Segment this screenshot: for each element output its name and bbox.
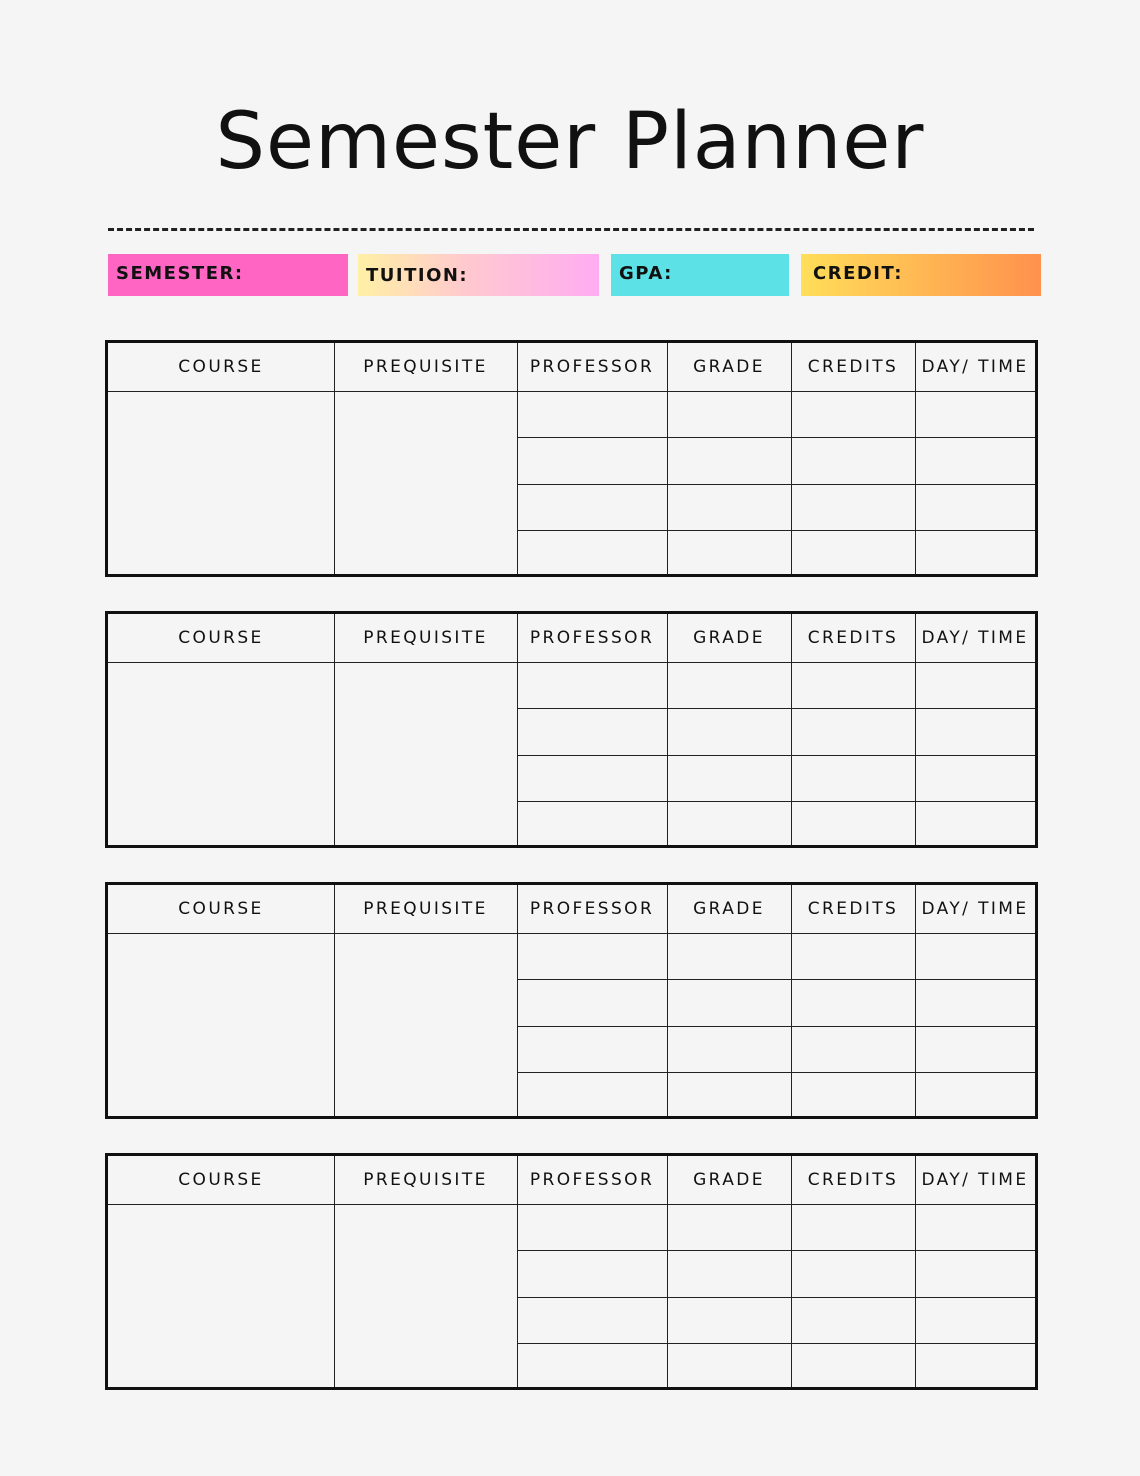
gpa-field[interactable] xyxy=(611,254,789,296)
table-cell[interactable] xyxy=(793,1028,913,1070)
table-cell[interactable] xyxy=(669,1345,789,1387)
credit-field[interactable] xyxy=(801,254,1041,296)
table-cell[interactable] xyxy=(519,1074,665,1116)
table-cell[interactable] xyxy=(519,710,665,752)
table-cell[interactable] xyxy=(669,1206,789,1248)
table-cell[interactable] xyxy=(669,803,789,845)
tuition-field[interactable] xyxy=(358,254,599,296)
row-divider xyxy=(517,979,1035,980)
semester-field[interactable] xyxy=(108,254,348,296)
table-cell[interactable] xyxy=(519,664,665,706)
column-divider xyxy=(791,885,792,1116)
table-cell[interactable] xyxy=(519,935,665,977)
prequisite-cell[interactable] xyxy=(336,393,515,572)
header-credits: CREDITS xyxy=(807,1170,899,1190)
header-prequisite: PREQUISITE xyxy=(363,899,488,919)
course-table-4 xyxy=(105,1153,1038,1390)
table-cell[interactable] xyxy=(519,439,665,481)
gpa-label: GPA: xyxy=(619,262,673,284)
table-cell[interactable] xyxy=(793,935,913,977)
table-cell[interactable] xyxy=(793,393,913,435)
table-cell[interactable] xyxy=(917,1252,1033,1294)
table-cell[interactable] xyxy=(793,439,913,481)
course-cell[interactable] xyxy=(110,935,332,1114)
table-cell[interactable] xyxy=(917,1206,1033,1248)
table-cell[interactable] xyxy=(793,1074,913,1116)
row-divider xyxy=(517,1026,1035,1027)
table-cell[interactable] xyxy=(519,1345,665,1387)
column-divider xyxy=(667,614,668,845)
header-course: COURSE xyxy=(178,899,264,919)
column-divider xyxy=(334,885,335,1116)
column-divider xyxy=(791,343,792,574)
table-cell[interactable] xyxy=(519,393,665,435)
column-divider xyxy=(915,343,916,574)
table-cell[interactable] xyxy=(669,532,789,574)
row-divider xyxy=(517,1297,1035,1298)
course-table-3 xyxy=(105,882,1038,1119)
table-cell[interactable] xyxy=(917,1074,1033,1116)
header-divider xyxy=(108,1204,1035,1205)
table-cell[interactable] xyxy=(519,1252,665,1294)
table-cell[interactable] xyxy=(793,757,913,799)
table-cell[interactable] xyxy=(669,486,789,528)
column-divider xyxy=(517,1156,518,1387)
table-cell[interactable] xyxy=(669,439,789,481)
table-cell[interactable] xyxy=(917,439,1033,481)
table-cell[interactable] xyxy=(917,981,1033,1023)
course-table-2 xyxy=(105,611,1038,848)
header-divider xyxy=(108,391,1035,392)
column-divider xyxy=(334,343,335,574)
table-cell[interactable] xyxy=(793,1299,913,1341)
table-cell[interactable] xyxy=(669,1028,789,1070)
table-cell[interactable] xyxy=(917,486,1033,528)
course-cell[interactable] xyxy=(110,664,332,843)
table-cell[interactable] xyxy=(669,935,789,977)
table-cell[interactable] xyxy=(669,710,789,752)
column-divider xyxy=(667,1156,668,1387)
table-cell[interactable] xyxy=(669,1299,789,1341)
table-cell[interactable] xyxy=(793,981,913,1023)
table-cell[interactable] xyxy=(917,1299,1033,1341)
column-divider xyxy=(334,1156,335,1387)
prequisite-cell[interactable] xyxy=(336,935,515,1114)
table-cell[interactable] xyxy=(519,1028,665,1070)
header-credits: CREDITS xyxy=(807,357,899,377)
table-cell[interactable] xyxy=(917,1028,1033,1070)
column-divider xyxy=(915,885,916,1116)
row-divider xyxy=(517,1343,1035,1344)
header-day-time: DAY/ TIME xyxy=(921,628,1029,648)
table-cell[interactable] xyxy=(669,664,789,706)
dashed-divider xyxy=(108,228,1034,231)
column-divider xyxy=(517,885,518,1116)
table-cell[interactable] xyxy=(793,664,913,706)
table-cell[interactable] xyxy=(917,757,1033,799)
column-divider xyxy=(791,614,792,845)
header-professor: PROFESSOR xyxy=(529,628,655,648)
row-divider xyxy=(517,755,1035,756)
row-divider xyxy=(517,708,1035,709)
table-cell[interactable] xyxy=(793,1252,913,1294)
table-cell[interactable] xyxy=(669,1252,789,1294)
table-cell[interactable] xyxy=(793,710,913,752)
column-divider xyxy=(791,1156,792,1387)
column-divider xyxy=(915,1156,916,1387)
row-divider xyxy=(517,1250,1035,1251)
row-divider xyxy=(517,437,1035,438)
row-divider xyxy=(517,1072,1035,1073)
page-title: Semester Planner xyxy=(215,97,925,187)
row-divider xyxy=(517,801,1035,802)
table-cell[interactable] xyxy=(519,803,665,845)
header-day-time: DAY/ TIME xyxy=(921,357,1029,377)
column-divider xyxy=(915,614,916,845)
table-cell[interactable] xyxy=(917,532,1033,574)
header-credits: CREDITS xyxy=(807,899,899,919)
header-divider xyxy=(108,662,1035,663)
header-prequisite: PREQUISITE xyxy=(363,1170,488,1190)
header-day-time: DAY/ TIME xyxy=(921,1170,1029,1190)
header-prequisite: PREQUISITE xyxy=(363,628,488,648)
header-credits: CREDITS xyxy=(807,628,899,648)
credit-label: CREDIT: xyxy=(813,262,903,284)
prequisite-cell[interactable] xyxy=(336,664,515,843)
table-cell[interactable] xyxy=(917,393,1033,435)
header-grade: GRADE xyxy=(693,899,765,919)
table-cell[interactable] xyxy=(519,1299,665,1341)
table-cell[interactable] xyxy=(669,981,789,1023)
table-cell[interactable] xyxy=(917,935,1033,977)
column-divider xyxy=(334,614,335,845)
course-cell[interactable] xyxy=(110,393,332,572)
header-grade: GRADE xyxy=(693,357,765,377)
table-cell[interactable] xyxy=(793,532,913,574)
header-course: COURSE xyxy=(178,357,264,377)
header-professor: PROFESSOR xyxy=(529,899,655,919)
table-cell[interactable] xyxy=(519,757,665,799)
row-divider xyxy=(517,484,1035,485)
table-cell[interactable] xyxy=(793,1345,913,1387)
semester-label: SEMESTER: xyxy=(116,262,244,284)
header-professor: PROFESSOR xyxy=(529,357,655,377)
header-course: COURSE xyxy=(178,1170,264,1190)
header-grade: GRADE xyxy=(693,1170,765,1190)
course-cell[interactable] xyxy=(110,1206,332,1385)
table-cell[interactable] xyxy=(519,981,665,1023)
table-cell[interactable] xyxy=(669,757,789,799)
header-prequisite: PREQUISITE xyxy=(363,357,488,377)
prequisite-cell[interactable] xyxy=(336,1206,515,1385)
table-cell[interactable] xyxy=(793,803,913,845)
table-cell[interactable] xyxy=(793,486,913,528)
header-divider xyxy=(108,933,1035,934)
header-course: COURSE xyxy=(178,628,264,648)
course-table-1 xyxy=(105,340,1038,577)
table-cell[interactable] xyxy=(519,532,665,574)
column-divider xyxy=(517,614,518,845)
tuition-label: TUITION: xyxy=(366,264,469,286)
row-divider xyxy=(517,530,1035,531)
table-cell[interactable] xyxy=(669,393,789,435)
header-professor: PROFESSOR xyxy=(529,1170,655,1190)
table-cell[interactable] xyxy=(793,1206,913,1248)
table-cell[interactable] xyxy=(669,1074,789,1116)
table-cell[interactable] xyxy=(917,1345,1033,1387)
table-cell[interactable] xyxy=(917,664,1033,706)
table-cell[interactable] xyxy=(917,710,1033,752)
table-cell[interactable] xyxy=(917,803,1033,845)
table-cell[interactable] xyxy=(519,1206,665,1248)
table-cell[interactable] xyxy=(519,486,665,528)
column-divider xyxy=(667,343,668,574)
header-grade: GRADE xyxy=(693,628,765,648)
column-divider xyxy=(667,885,668,1116)
column-divider xyxy=(517,343,518,574)
header-day-time: DAY/ TIME xyxy=(921,899,1029,919)
